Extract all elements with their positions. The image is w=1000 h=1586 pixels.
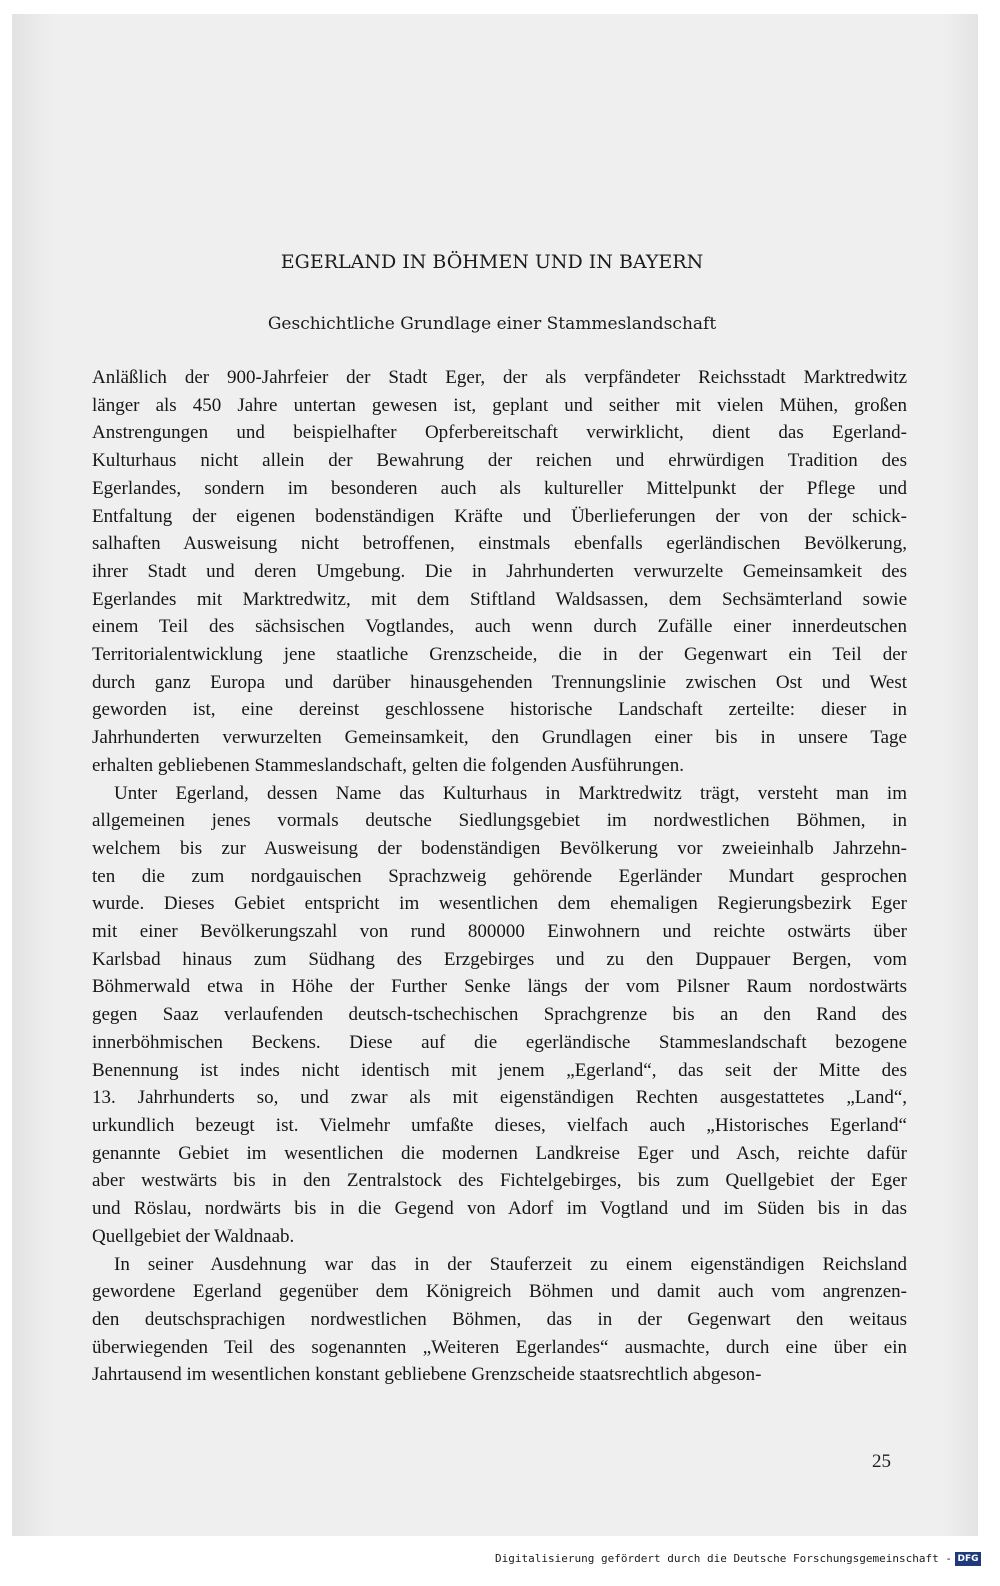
credit-text: Digitalisierung gefördert durch die Deutsche Forschungsgemeinschaft - [495,1552,952,1565]
text-line: genannte Gebiet im wesentlichen die modernen Landkreise Eger und Asch, reichte dafür [92,1142,907,1164]
text-line: Anläßlich der 900-Jahrfeier der Stadt Eger, der als verpfändeter Reichsstadt Marktredwitz [92,367,907,388]
text-line: Territorialentwicklung jene staatliche Grenzscheide, die in der Gegenwart ein Teil der [92,644,907,666]
text-line: innerböhmischen Beckens. Diese auf die egerländische Stammeslandschaft bezogene [92,1031,907,1053]
text-line: salhaften Ausweisung nicht betroffenen, einstmals ebenfalls egerländischen Bevölkerung, [92,533,907,555]
scanned-page [12,14,978,1536]
page-subtitle: Geschichtliche Grundlage einer Stammeslandschaft [267,314,717,334]
text-line: In seiner Ausdehnung war das in der Stauferzeit zu einem eigenständigen Reichsland [114,1253,907,1275]
body-text [92,364,907,1389]
text-line: urkundlich bezeugt ist. Vielmehr umfaßte dieses, vielfach auch „Historisches Egerland“ [92,1114,907,1136]
text-line: Egerlandes mit Marktredwitz, mit dem Stiftland Waldsassen, dem Sechsämterland sowie [92,588,907,610]
text-line: gegen Saaz verlaufenden deutsch-tschechischen Sprachgrenze bis an den Rand des [92,1004,907,1026]
text-line: Quellgebiet der Waldnaab. [92,1225,295,1247]
text-line: Jahrtausend im wesentlichen konstant gebliebene Grenzscheide staatsrechtlich abgeson- [92,1364,762,1386]
page-number: 25 [872,1451,891,1472]
text-line: ihrer Stadt und deren Umgebung. Die in Jahrhunderten verwurzelte Gemeinsamkeit des [92,560,907,582]
text-line: Unter Egerland, dessen Name das Kulturhaus in Marktredwitz trägt, versteht man im [114,782,907,804]
text-line: 13. Jahrhunderts so, und zwar als mit eigenständigen Rechten ausgestattetes „Land“, [92,1087,907,1109]
text-line: ten die zum nordgauischen Sprachzweig gehörende Egerländer Mundart gesprochen [92,865,907,887]
paragraph-2 [92,780,907,1251]
text-line: Anstrengungen und beispielhafter Opferbereitschaft verwirklicht, dient das Egerland- [92,422,907,444]
text-line: aber westwärts bis in den Zentralstock des Fichtelgebirges, bis zum Quellgebiet der Eger [92,1170,907,1192]
digitization-credit [495,1552,952,1565]
text-line: durch ganz Europa und darüber hinausgehenden Trennungslinie zwischen Ost und West [92,671,907,693]
text-line: den deutschsprachigen nordwestlichen Böhmen, das in der Gegenwart den weitaus [92,1308,907,1330]
text-line: erhalten gebliebenen Stammeslandschaft, gelten die folgenden Ausführungen. [92,754,684,776]
text-line: welchem bis zur Ausweisung der bodenständigen Bevölkerung vor zweieinhalb Jahrzehn- [92,837,907,859]
paragraph-3 [92,1251,907,1390]
text-line: Kulturhaus nicht allein der Bewahrung der reichen und ehrwürdigen Tradition des [92,450,907,472]
text-line: Jahrhunderten verwurzelten Gemeinsamkeit, den Grundlagen einer bis in unsere Tage [92,727,907,749]
dfg-logo: DFG [955,1552,981,1566]
page-title: EGERLAND IN BÖHMEN UND IN BAYERN [280,251,704,273]
text-line: Entfaltung der eigenen bodenständigen Kräfte und Überlieferungen der von der schick- [92,505,907,527]
paragraph-1 [92,364,907,780]
text-line: Egerlandes, sondern im besonderen auch als kultureller Mittelpunkt der Pflege und [92,477,907,499]
text-line: einem Teil des sächsischen Vogtlandes, auch wenn durch Zufälle einer innerdeutschen [92,616,907,638]
text-line: mit einer Bevölkerungszahl von rund 800000 Einwohnern und reichte ostwärts über [92,921,907,943]
text-line: geworden ist, eine dereinst geschlossene historische Landschaft zerteilte: dieser in [92,699,907,721]
text-line: überwiegenden Teil des sogenannten „Weiteren Egerlandes“ ausmachte, durch eine über ein [92,1336,907,1358]
text-line: gewordene Egerland gegenüber dem Königreich Böhmen und damit auch vom angrenzen- [92,1281,907,1303]
text-line: Benennung ist indes nicht identisch mit jenem „Egerland“, das seit der Mitte des [92,1059,907,1081]
text-line: länger als 450 Jahre untertan gewesen ist, geplant und seither mit vielen Mühen, großen [92,394,907,416]
text-line: wurde. Dieses Gebiet entspricht im wesentlichen dem ehemaligen Regierungsbezirk Eger [92,893,907,915]
text-line: Böhmerwald etwa in Höhe der Further Senke längs der vom Pilsner Raum nordostwärts [92,976,907,998]
text-line: und Röslau, nordwärts bis in die Gegend von Adorf im Vogtland und im Süden bis in das [92,1198,907,1220]
text-line: Karlsbad hinaus zum Südhang des Erzgebirges und zu den Duppauer Bergen, vom [92,948,907,970]
text-line: allgemeinen jenes vormals deutsche Siedlungsgebiet im nordwestlichen Böhmen, in [92,810,907,832]
